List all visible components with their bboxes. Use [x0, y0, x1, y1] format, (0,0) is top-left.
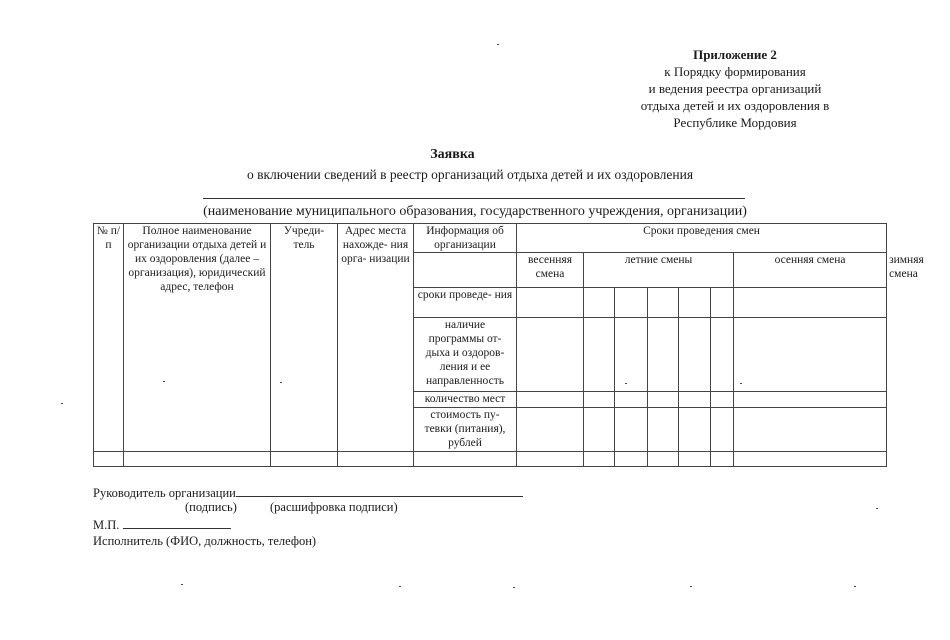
appendix-line: отдыха детей и их оздоровления в [640, 98, 830, 113]
header-info: Информация об организации [414, 224, 517, 253]
scan-speck [61, 403, 63, 404]
data-cell [679, 407, 711, 451]
header-number: № п/п [94, 224, 124, 452]
scan-speck [625, 383, 627, 384]
data-cell [648, 451, 679, 466]
data-cell [648, 318, 679, 391]
scan-speck [876, 508, 878, 509]
data-cell [648, 288, 679, 318]
data-cell [584, 407, 615, 451]
organization-name-line [203, 198, 745, 199]
data-cell [517, 318, 584, 391]
info-blank-cell [414, 253, 517, 288]
header-address: Адрес места нахожде- ния орга- низации [338, 224, 414, 452]
data-cell [271, 451, 338, 466]
scan-speck [399, 586, 401, 587]
header-spring-shift: весенняя смена [517, 253, 584, 288]
data-cell [734, 407, 887, 451]
data-cell [711, 318, 734, 391]
data-cell [734, 288, 887, 318]
data-cell [734, 318, 887, 391]
header-summer-shifts: летние смены [584, 253, 734, 288]
scan-speck [181, 584, 183, 585]
data-cell [711, 451, 734, 466]
document-subtitle: о включении сведений в реестр организаций отдыха детей и их оздоровления [246, 167, 694, 182]
stamp-label: М.П. [93, 518, 120, 532]
stamp-line [93, 518, 231, 533]
data-cell [517, 407, 584, 451]
data-cell [648, 391, 679, 407]
signature-blank [236, 496, 523, 497]
data-cell [414, 451, 517, 466]
appendix-line: и ведения реестра организаций [648, 81, 822, 96]
row-label-program: наличие программы от- дыха и оздоров- ления и ее направленность [414, 318, 517, 391]
data-cell [679, 391, 711, 407]
data-cell [615, 407, 648, 451]
data-cell [734, 451, 887, 466]
scan-speck [497, 44, 499, 45]
decode-note: (расшифровка подписи) [270, 500, 398, 514]
data-cell [615, 391, 648, 407]
scan-speck [280, 382, 282, 383]
executor-label: Исполнитель (ФИО, должность, телефон) [93, 534, 317, 548]
header-autumn-shift: осенняя смена [734, 253, 887, 288]
data-cell [734, 391, 887, 407]
data-cell [517, 288, 584, 318]
scan-speck [163, 381, 165, 382]
data-cell [94, 451, 124, 466]
data-cell [711, 407, 734, 451]
data-cell [584, 288, 615, 318]
appendix-heading: Приложение 2 [693, 47, 777, 62]
data-cell [517, 391, 584, 407]
signature-note: (подпись) [185, 500, 237, 514]
row-label-capacity: количество мест [414, 391, 517, 407]
data-cell [679, 451, 711, 466]
application-table: № п/п Полное наименование организации отдыха детей и их оздоровления (далее – организация), юридический адрес, телефон Учреди- тель Адрес места нахожде- ния орга- низации Информация об организации Сроки проведения смен весенняя смена летние смены осенняя смена зимняя смена сроки проведе- ния наличие программы от- дыха и оздоров- ления и ее направленность количество мест стоимость пу- тевки (питания), рублей [93, 223, 887, 467]
appendix-line: Республике Мордовия [673, 115, 797, 130]
data-cell [679, 318, 711, 391]
data-cell [338, 451, 414, 466]
data-cell [615, 451, 648, 466]
data-cell [648, 407, 679, 451]
scan-speck [854, 586, 856, 587]
data-cell [679, 288, 711, 318]
stamp-blank [123, 528, 231, 529]
scan-speck [740, 383, 742, 384]
data-cell [124, 451, 271, 466]
head-signature-line [93, 486, 523, 501]
row-label-dates: сроки проведе- ния [414, 288, 517, 318]
data-cell [711, 288, 734, 318]
appendix-line: к Порядку формирования [664, 64, 806, 79]
head-label: Руководитель организации [93, 486, 236, 500]
header-shift-terms: Сроки проведения смен [517, 224, 887, 253]
appendix-block [600, 46, 870, 131]
data-cell [615, 288, 648, 318]
header-org-name: Полное наименование организации отдыха детей и их оздоровления (далее – организация), юридический адрес, телефон [124, 224, 271, 452]
scan-speck [513, 587, 515, 588]
header-founder: Учреди- тель [271, 224, 338, 452]
organization-name-caption: (наименование муниципального образования, государственного учреждения, организации) [203, 204, 747, 219]
data-cell [517, 451, 584, 466]
data-cell [584, 318, 615, 391]
row-label-cost: стоимость пу- тевки (питания), рублей [414, 407, 517, 451]
document-title: Заявка [430, 147, 475, 162]
data-cell [584, 451, 615, 466]
data-cell [711, 391, 734, 407]
scan-speck [690, 586, 692, 587]
data-cell [584, 391, 615, 407]
data-cell [615, 318, 648, 391]
